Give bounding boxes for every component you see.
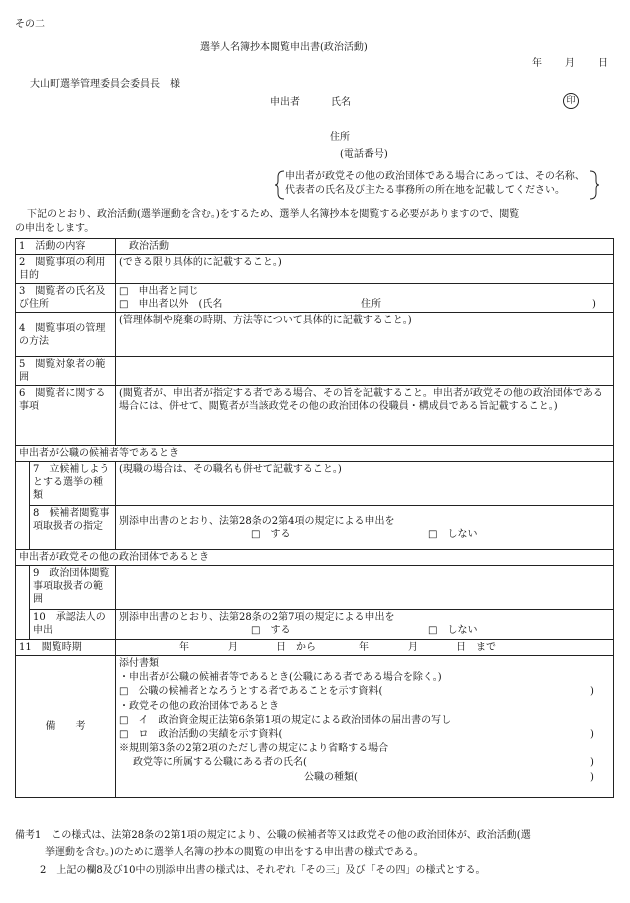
activity-text: 政治活動 xyxy=(129,241,169,252)
form-number: その二 xyxy=(15,19,45,30)
applicant-note-line2: 代表者の氏名及び主たる事務所の所在地を記載してください。 xyxy=(285,185,565,196)
remarks-field xyxy=(116,656,614,798)
remarks-registration-checkbox[interactable]: □ イ 政治資金規正法第6条第1項の規定による政治団体の届出書の写し xyxy=(119,714,452,726)
candidate-handler-no-checkbox[interactable]: □ しない xyxy=(428,528,478,540)
form-table xyxy=(15,238,614,798)
remarks-attachments-heading: 添付書類 xyxy=(119,658,159,669)
applicant-address-label: 住所 xyxy=(330,132,350,143)
period-label: 11 閲覧時期 xyxy=(16,640,116,656)
approved-corp-text: 別添申出書のとおり、法第28条の2第7項の規定による申出を xyxy=(119,612,395,623)
remarks-candidate-proof-checkbox[interactable] xyxy=(119,685,610,699)
row-section-party xyxy=(16,550,614,566)
remarks-candidate-proof-text: □ 公職の候補者となろうとする者であることを示す資料( xyxy=(119,686,383,698)
applicant-phone-label: (電話番号) xyxy=(340,149,388,160)
period-field[interactable] xyxy=(116,640,614,656)
remarks-activity-proof-checkbox[interactable] xyxy=(119,728,610,742)
date-month[interactable]: 月 xyxy=(565,58,575,69)
candidate-handler-yes-checkbox[interactable]: □ する xyxy=(251,528,291,540)
indent-cell xyxy=(16,462,30,506)
checkbox-other-than-applicant[interactable] xyxy=(119,298,610,311)
period-to-day: 日 まで xyxy=(456,642,496,653)
period-to-month: 月 xyxy=(408,642,418,653)
purpose-label: 2 閲覧事項の利用目的 xyxy=(16,255,116,284)
candidate-handler-options xyxy=(119,528,610,541)
addressee: 大山町選挙管理委員会委員長 様 xyxy=(30,79,180,90)
viewer-matters-label: 6 閲覧者に関する事項 xyxy=(16,386,116,446)
management-label: 4 閲覧事項の管理の方法 xyxy=(16,313,116,357)
party-handler-range-field[interactable] xyxy=(116,566,614,610)
footer-note1-line1: 備考1 この様式は、法第28条の2第1項の規定により、公職の候補者等又は政党その他の政治団体が、政治活動(選 xyxy=(15,830,531,841)
remarks-close-paren: ) xyxy=(590,771,594,783)
seal-mark: 印 xyxy=(563,93,579,109)
candidate-handler-label: 8 候補者閲覧事項取扱者の指定 xyxy=(30,506,116,550)
remarks-official-name[interactable] xyxy=(119,756,610,770)
row-purpose xyxy=(16,255,614,284)
row-remarks xyxy=(16,656,614,798)
approved-corp-no-checkbox[interactable]: □ しない xyxy=(428,625,478,636)
intro-line2: の申出をします。 xyxy=(15,223,95,234)
period-from-month: 月 xyxy=(228,642,238,653)
applicant-note-line1: 申出者が政党その他の政治団体である場合にあっては、その名称、 xyxy=(285,171,585,182)
viewer-identity-field[interactable] xyxy=(116,284,614,313)
remarks-close-paren: ) xyxy=(590,686,594,698)
approved-corp-label: 10 承認法人の申出 xyxy=(30,610,116,640)
indent-cell xyxy=(16,610,30,640)
row-target-range xyxy=(16,357,614,386)
election-type-field[interactable]: (現職の場合は、その職名も併せて記載すること。) xyxy=(116,462,614,506)
row-approved-corp xyxy=(16,610,614,640)
target-range-label: 5 閲覧対象者の範囲 xyxy=(16,357,116,386)
candidate-handler-field xyxy=(116,506,614,550)
approved-corp-options xyxy=(119,624,610,637)
row-election-type xyxy=(16,462,614,506)
purpose-field[interactable]: (できる限り具体的に記載すること。) xyxy=(116,255,614,284)
page-title: 選挙人名簿抄本閲覧申出書(政治活動) xyxy=(200,42,368,53)
row-section-candidate xyxy=(16,446,614,462)
period-from-year: 年 xyxy=(179,642,189,653)
applicant-note-bracket xyxy=(272,170,602,200)
other-applicant-text: □ 申出者以外 (氏名 xyxy=(119,299,223,310)
applicant-name-label: 氏名 xyxy=(331,97,351,108)
remarks-label: 備 考 xyxy=(16,656,116,798)
remarks-official-name-text: 政党等に所属する公職にある者の氏名( xyxy=(133,757,307,769)
management-field[interactable]: (管理体制や廃棄の時期、方法等について具体的に記載すること。) xyxy=(116,313,614,357)
activity-label: 1 活動の内容 xyxy=(16,239,116,255)
period-to-year: 年 xyxy=(359,642,369,653)
applicant-label: 申出者 xyxy=(270,97,300,108)
row-period xyxy=(16,640,614,656)
section-party-heading: 申出者が政党その他の政治団体であるとき xyxy=(16,550,614,566)
approved-corp-field xyxy=(116,610,614,640)
indent-cell xyxy=(16,506,30,550)
other-applicant-address-label: 住所 xyxy=(361,299,381,310)
footer-note1-line2: 挙運動を含む。)のために選挙人名簿の抄本の閲覧の申出をする申出書の様式である。 xyxy=(45,847,424,858)
viewer-identity-label: 3 閲覧者の氏名及び住所 xyxy=(16,284,116,313)
election-type-label: 7 立候補しようとする選挙の種類 xyxy=(30,462,116,506)
row-management xyxy=(16,313,614,357)
checkbox-same-as-applicant[interactable]: □ 申出者と同じ xyxy=(119,286,199,297)
party-handler-range-label: 9 政治団体閲覧事項取扱者の範囲 xyxy=(30,566,116,610)
remarks-party-case: ・政党その他の政治団体であるとき xyxy=(119,700,279,712)
intro-line1: 下記のとおり、政治活動(選挙運動を含む。)をするため、選挙人名簿抄本を閲覧する必要がありますので、閲覧 xyxy=(27,209,520,220)
period-from-day: 日 から xyxy=(276,642,316,653)
row-viewer-matters xyxy=(16,386,614,446)
viewer-matters-field[interactable]: (閲覧者が、申出者が指定する者である場合、その旨を記載すること。申出者が政党その他の政治団体である場合には、併せて、閲覧者が当該政党その他の政治団体の役職員・構成員である旨記載すること。) xyxy=(116,386,614,446)
row-party-handler-range xyxy=(16,566,614,610)
remarks-close-paren: ) xyxy=(590,729,594,741)
date-day[interactable]: 日 xyxy=(598,58,608,69)
indent-cell xyxy=(16,566,30,610)
other-applicant-close: ) xyxy=(592,299,596,310)
remarks-office-type-text: 公職の種類( xyxy=(304,771,358,783)
candidate-handler-text: 別添申出書のとおり、法第28条の2第4項の規定による申出を xyxy=(119,515,395,527)
row-activity xyxy=(16,239,614,255)
remarks-activity-proof-text: □ ロ 政治活動の実績を示す資料( xyxy=(119,729,283,741)
target-range-field[interactable] xyxy=(116,357,614,386)
remarks-candidate-case: ・申出者が公職の候補者等であるとき(公職にある者である場合を除く。) xyxy=(119,672,442,684)
row-candidate-handler xyxy=(16,506,614,550)
remarks-omission-note: ※規則第3条の2第2項のただし書の規定により省略する場合 xyxy=(119,743,389,755)
section-candidate-heading: 申出者が公職の候補者等であるとき xyxy=(16,446,614,462)
remarks-close-paren: ) xyxy=(590,757,594,769)
approved-corp-yes-checkbox[interactable]: □ する xyxy=(251,625,291,636)
footer-note2: 2 上記の欄8及び10中の別添申出書の様式は、それぞれ「その三」及び「その四」の様式とする。 xyxy=(40,865,486,876)
row-viewer-identity xyxy=(16,284,614,313)
remarks-office-type[interactable] xyxy=(119,771,610,785)
activity-value[interactable] xyxy=(116,239,614,255)
date-year[interactable]: 年 xyxy=(532,58,542,69)
